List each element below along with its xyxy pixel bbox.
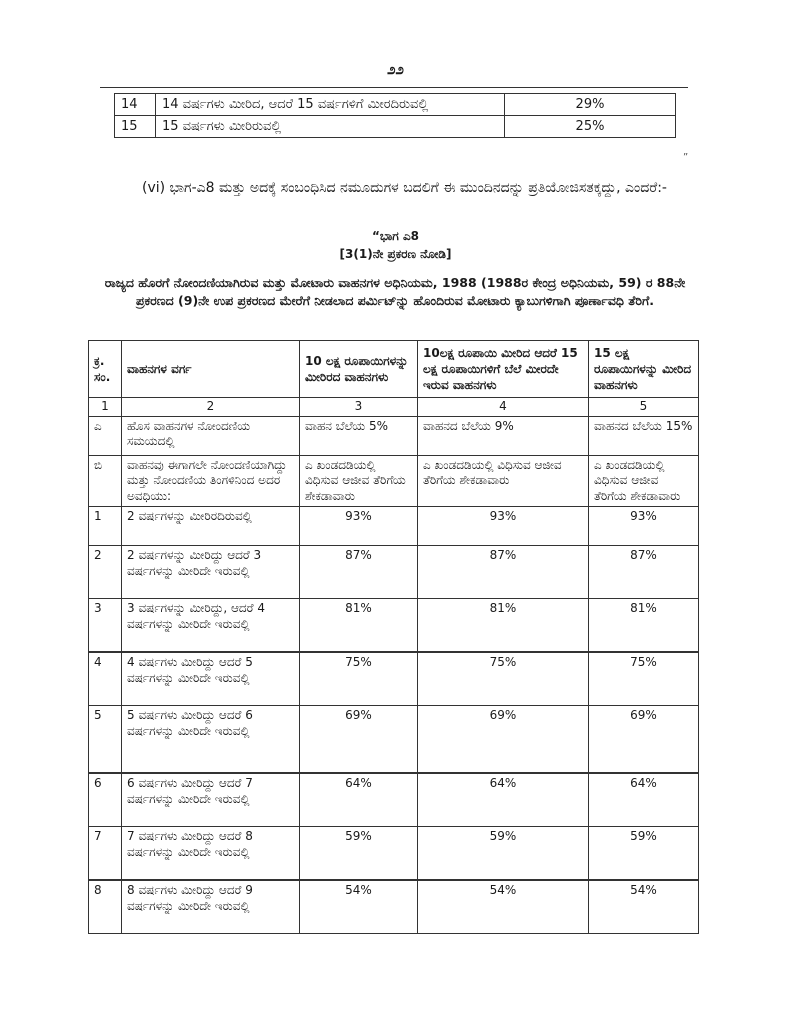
row-rate-col5: 75% bbox=[589, 652, 699, 706]
header-category: ವಾಹನಗಳ ವರ್ಗ bbox=[122, 341, 300, 398]
row-serial: 3 bbox=[89, 599, 122, 653]
column-number: 5 bbox=[589, 398, 699, 417]
table-row bbox=[89, 507, 699, 546]
substitution-paragraph: (vi) ಭಾಗ-ಎ8 ಮತ್ತು ಅದಕ್ಕೆ ಸಂಬಂಧಿಸಿದ ನಮೂದುಗಳ ಬದಲಿಗೆ ಈ ಮುಂದಿನದನ್ನು ಪ್ರತಿಯೋಜಿಸತಕ್ಕದ್ದು, ಎಂದರೆ:- bbox=[142, 180, 667, 196]
row-rate-col4: 75% bbox=[418, 652, 589, 706]
row-serial: 2 bbox=[89, 546, 122, 599]
header-serial: ಕ್ರ. ಸಂ. bbox=[89, 341, 122, 398]
header-10-to-15-lakh: 10ಲಕ್ಷ ರೂಪಾಯಿ ಮೀರಿದ ಆದರೆ 15 ಲಕ್ಷ ರೂಪಾಯಿಗಳಿಗೆ ಬೆಲೆ ಮೀರದೇ ಇರುವ ವಾಹನಗಳು bbox=[418, 341, 589, 398]
row-category: 2 ವರ್ಷಗಳನ್ನು ಮೀರಿರದಿರುವಲ್ಲಿ bbox=[122, 507, 300, 546]
previous-table-continuation bbox=[114, 93, 676, 138]
row-rate-col3: 54% bbox=[300, 880, 418, 934]
row-rate-col4: ಎ ಖಂಡದಡಿಯಲ್ಲಿ ವಿಧಿಸುವ ಆಜೀವ ತೆರಿಗೆಯ ಶೇಕಡಾವಾರು bbox=[418, 455, 589, 507]
row-rate-col5: 64% bbox=[589, 773, 699, 827]
row-serial: 7 bbox=[89, 827, 122, 881]
row-value: 25% bbox=[505, 116, 676, 138]
row-rate-col4: 64% bbox=[418, 773, 589, 827]
column-number: 4 bbox=[418, 398, 589, 417]
column-number: 1 bbox=[89, 398, 122, 417]
table-row bbox=[89, 416, 699, 455]
row-serial: 8 bbox=[89, 880, 122, 934]
row-rate-col3: ಎ ಖಂಡದಡಿಯಲ್ಲಿ ವಿಧಿಸುವ ಆಜೀವ ತೆರಿಗೆಯ ಶೇಕಡಾವಾರು bbox=[300, 455, 418, 507]
row-rate-col3: 93% bbox=[300, 507, 418, 546]
page-number: ೨೨ bbox=[387, 60, 404, 78]
row-category: 6 ವರ್ಷಗಳು ಮೀರಿದ್ದು ಆದರೆ 7 ವರ್ಷಗಳನ್ನು ಮೀರಿದೇ ಇರುವಲ್ಲಿ bbox=[122, 773, 300, 827]
tax-schedule-table bbox=[88, 340, 699, 934]
row-number: 14 bbox=[115, 94, 156, 116]
row-rate-col4: 87% bbox=[418, 546, 589, 599]
column-number: 3 bbox=[300, 398, 418, 417]
closing-quote: ” bbox=[683, 152, 689, 163]
row-category: 8 ವರ್ಷಗಳು ಮೀರಿದ್ದು ಆದರೆ 9 ವರ್ಷಗಳನ್ನು ಮೀರಿದೇ ಇರುವಲ್ಲಿ bbox=[122, 880, 300, 934]
table-row bbox=[89, 652, 699, 706]
row-rate-col5: 69% bbox=[589, 706, 699, 774]
table-row bbox=[89, 546, 699, 599]
table-row bbox=[89, 599, 699, 653]
row-rate-col3: 64% bbox=[300, 773, 418, 827]
row-serial: 1 bbox=[89, 507, 122, 546]
table-row bbox=[89, 706, 699, 774]
row-category: ಹೊಸ ವಾಹನಗಳ ನೋಂದಣಿಯ ಸಮಯದಲ್ಲಿ bbox=[122, 416, 300, 455]
table-row bbox=[115, 116, 676, 138]
row-rate-col5: 54% bbox=[589, 880, 699, 934]
table-body bbox=[89, 416, 699, 934]
row-serial: ಎ bbox=[89, 416, 122, 455]
part-title: “ಭಾಗ ಎ8 bbox=[371, 229, 420, 243]
row-rate-col5: 87% bbox=[589, 546, 699, 599]
schedule-title: ರಾಜ್ಯದ ಹೊರಗೆ ನೋಂದಣಿಯಾಗಿರುವ ಮತ್ತು ಮೋಟಾರು ವಾಹನಗಳ ಅಧಿನಿಯಮ, 1988 (1988ರ ಕೇಂದ್ರ ಅಧಿನಿಯಮ, 59) ರ 88ನೇ ಪ್ರಕರಣದ (9)ನೇ ಉಪ ಪ್ರಕರಣದ ಮೇರೆಗೆ ನೀಡಲಾದ ಪರ್ಮಿಟ್‌ನ್ನು ಹೊಂದಿರುವ ಮೋಟಾರು ಕ್ಯಾಬುಗಳಿಗಾಗಿ ಪೂರ್ಣಾವಧಿ ತೆರಿಗೆ. bbox=[104, 275, 686, 308]
row-rate-col4: 81% bbox=[418, 599, 589, 653]
row-rate-col4: 69% bbox=[418, 706, 589, 774]
table-row bbox=[89, 880, 699, 934]
header-above-15-lakh: 15 ಲಕ್ಷ ರೂಪಾಯಿಗಳನ್ನು ಮೀರಿದ ವಾಹನಗಳು bbox=[589, 341, 699, 398]
row-category: 4 ವರ್ಷಗಳು ಮೀರಿದ್ದು ಆದರೆ 5 ವರ್ಷಗಳನ್ನು ಮೀರಿದೇ ಇರುವಲ್ಲಿ bbox=[122, 652, 300, 706]
table-row bbox=[89, 773, 699, 827]
row-rate-col3: 75% bbox=[300, 652, 418, 706]
column-number-row bbox=[89, 398, 699, 417]
section-reference: [3(1)ನೇ ಪ್ರಕರಣ ನೋಡಿ] bbox=[339, 247, 452, 261]
row-category: 2 ವರ್ಷಗಳನ್ನು ಮೀರಿದ್ದು ಆದರೆ 3 ವರ್ಷಗಳನ್ನು ಮೀರಿದೇ ಇರುವಲ್ಲಿ bbox=[122, 546, 300, 599]
header-row bbox=[89, 341, 699, 398]
row-serial: ಬಿ bbox=[89, 455, 122, 507]
row-rate-col5: 59% bbox=[589, 827, 699, 881]
header-up-to-10-lakh: 10 ಲಕ್ಷ ರೂಪಾಯಿಗಳನ್ನು ಮೀರಿರದ ವಾಹನಗಳು bbox=[300, 341, 418, 398]
column-number: 2 bbox=[122, 398, 300, 417]
row-rate-col3: 69% bbox=[300, 706, 418, 774]
row-rate-col4: 54% bbox=[418, 880, 589, 934]
table-row bbox=[115, 94, 676, 116]
row-rate-col3: 81% bbox=[300, 599, 418, 653]
row-value: 29% bbox=[505, 94, 676, 116]
row-rate-col3: 87% bbox=[300, 546, 418, 599]
row-rate-col4: 59% bbox=[418, 827, 589, 881]
header-rule bbox=[100, 87, 688, 88]
row-rate-col5: 81% bbox=[589, 599, 699, 653]
row-description: 14 ವರ್ಷಗಳು ಮೀರಿದ, ಆದರೆ 15 ವರ್ಷಗಳಿಗೆ ಮೀರದಿರುವಲ್ಲಿ bbox=[156, 94, 505, 116]
table-row bbox=[89, 827, 699, 881]
row-category: ವಾಹನವು ಈಗಾಗಲೇ ನೋಂದಣಿಯಾಗಿದ್ದು ಮತ್ತು ನೋಂದಣಿಯ ತಿಂಗಳಿನಿಂದ ಅದರ ಅವಧಿಯು: bbox=[122, 455, 300, 507]
row-rate-col5: ಎ ಖಂಡದಡಿಯಲ್ಲಿ ವಿಧಿಸುವ ಆಜೀವ ತೆರಿಗೆಯ ಶೇಕಡಾವಾರು bbox=[589, 455, 699, 507]
row-serial: 6 bbox=[89, 773, 122, 827]
row-serial: 5 bbox=[89, 706, 122, 774]
row-rate-col4: ವಾಹನದ ಬೆಲೆಯ 9% bbox=[418, 416, 589, 455]
row-number: 15 bbox=[115, 116, 156, 138]
row-rate-col4: 93% bbox=[418, 507, 589, 546]
row-rate-col5: ವಾಹನದ ಬೆಲೆಯ 15% bbox=[589, 416, 699, 455]
table-row bbox=[89, 455, 699, 507]
row-category: 5 ವರ್ಷಗಳು ಮೀರಿದ್ದು ಆದರೆ 6 ವರ್ಷಗಳನ್ನು ಮೀರಿದೇ ಇರುವಲ್ಲಿ bbox=[122, 706, 300, 774]
row-rate-col5: 93% bbox=[589, 507, 699, 546]
part-heading bbox=[0, 227, 791, 263]
row-description: 15 ವರ್ಷಗಳು ಮೀರಿರುವಲ್ಲಿ bbox=[156, 116, 505, 138]
row-category: 3 ವರ್ಷಗಳನ್ನು ಮೀರಿದ್ದು, ಆದರೆ 4 ವರ್ಷಗಳನ್ನು ಮೀರಿದೇ ಇರುವಲ್ಲಿ bbox=[122, 599, 300, 653]
row-serial: 4 bbox=[89, 652, 122, 706]
row-rate-col3: ವಾಹನ ಬೆಲೆಯ 5% bbox=[300, 416, 418, 455]
row-rate-col3: 59% bbox=[300, 827, 418, 881]
row-category: 7 ವರ್ಷಗಳು ಮೀರಿದ್ದು ಆದರೆ 8 ವರ್ಷಗಳನ್ನು ಮೀರಿದೇ ಇರುವಲ್ಲಿ bbox=[122, 827, 300, 881]
